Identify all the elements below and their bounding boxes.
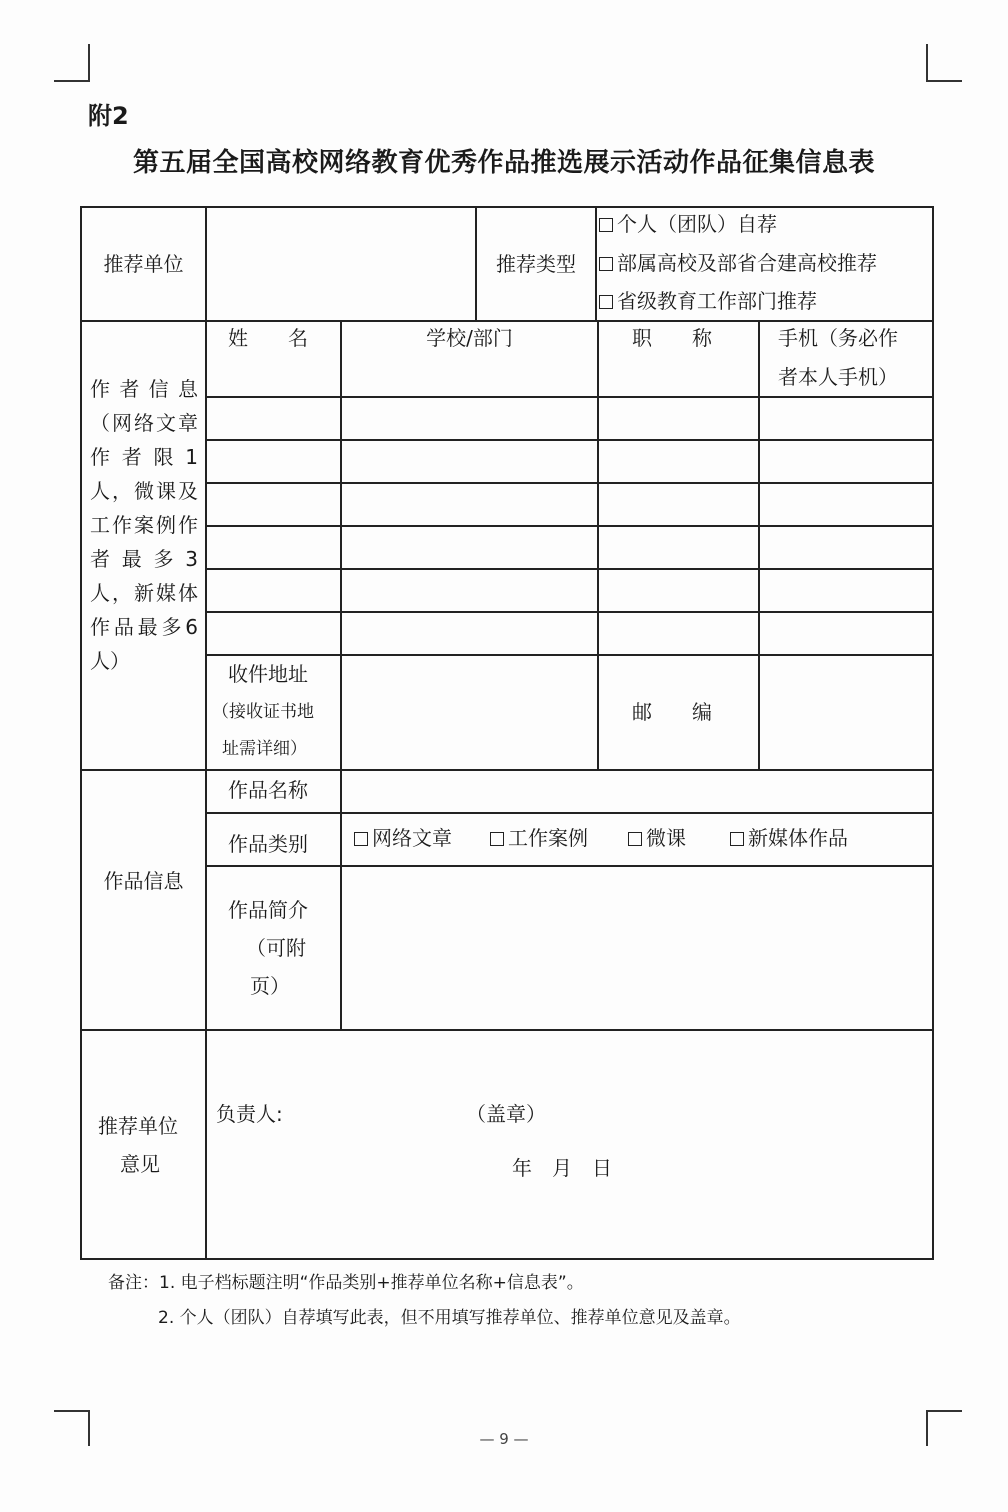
table-line-work-category — [206, 865, 934, 867]
table-border-right — [932, 206, 934, 1259]
table-line-v-title — [758, 320, 760, 770]
work-name-label: 作品名称 — [228, 778, 308, 802]
option-label: 部属高校及部省合建高校推荐 — [617, 251, 877, 275]
table-line-author-row2 — [206, 482, 934, 484]
checkbox-icon[interactable] — [628, 832, 642, 846]
annex-label: 附2 — [88, 102, 129, 130]
table-line-work-name — [206, 812, 934, 814]
column-header-school: 学校/部门 — [426, 326, 513, 350]
table-line-v-type-right — [595, 206, 597, 320]
table-line-author-row6 — [206, 654, 934, 656]
recommend-option-ministry[interactable] — [599, 251, 877, 275]
crop-mark-top-left-h — [54, 80, 90, 82]
opinion-label-line2: 意见 — [120, 1152, 160, 1176]
category-option-case[interactable] — [490, 826, 588, 850]
column-header-title: 职 称 — [632, 326, 712, 350]
responsible-person-label: 负责人: — [216, 1102, 283, 1126]
table-line-h2 — [80, 769, 934, 771]
work-info-label: 作品信息 — [103, 869, 184, 893]
option-label: 微课 — [646, 826, 686, 850]
checkbox-icon[interactable] — [599, 295, 613, 309]
table-border-bottom — [80, 1258, 934, 1260]
crop-mark-top-right-h — [926, 80, 962, 82]
recommend-type-label: 推荐类型 — [496, 252, 576, 276]
table-line-author-row4 — [206, 568, 934, 570]
category-option-article[interactable] — [354, 826, 452, 850]
intro-note-line2: 页） — [250, 974, 290, 998]
table-line-h3 — [80, 1029, 934, 1031]
table-line-author-row3 — [206, 525, 934, 527]
table-line-v-school — [597, 320, 599, 770]
table-line-v1 — [205, 206, 207, 1259]
address-label: 收件地址 — [228, 662, 308, 686]
category-option-microlesson[interactable] — [628, 826, 686, 850]
option-label: 工作案例 — [508, 826, 588, 850]
crop-mark-bottom-left-h — [54, 1410, 90, 1412]
table-line-author-row5 — [206, 611, 934, 613]
column-header-phone-line2: 者本人手机） — [778, 365, 898, 389]
recommend-option-self[interactable] — [599, 212, 777, 236]
option-label: 个人（团队）自荐 — [617, 212, 777, 236]
crop-mark-top-left-v — [88, 44, 90, 81]
address-note-line1: （接收证书地 — [212, 702, 314, 722]
option-label: 省级教育工作部门推荐 — [617, 289, 817, 313]
page-number: — 9 — — [479, 1430, 529, 1448]
category-option-newmedia[interactable] — [730, 826, 848, 850]
checkbox-icon[interactable] — [599, 257, 613, 271]
table-line-author-header — [206, 396, 934, 398]
checkbox-icon[interactable] — [354, 832, 368, 846]
intro-note-line1: （可附 — [246, 936, 306, 960]
recommend-option-provincial[interactable] — [599, 289, 817, 313]
work-category-label: 作品类别 — [228, 832, 308, 856]
date-label: 年 月 日 — [512, 1156, 612, 1180]
checkbox-icon[interactable] — [599, 218, 613, 232]
option-label: 网络文章 — [372, 826, 452, 850]
column-header-name: 姓 名 — [228, 326, 308, 350]
option-label: 新媒体作品 — [748, 826, 848, 850]
address-note-line2: 址需详细） — [222, 739, 307, 759]
note-1: 备注：1. 电子档标题注明“作品类别+推荐单位名称+信息表”。 — [108, 1273, 584, 1293]
column-header-phone-line1: 手机（务必作 — [778, 326, 898, 350]
table-line-h1 — [80, 320, 934, 322]
postcode-label: 邮 编 — [632, 700, 712, 724]
opinion-label-line1: 推荐单位 — [98, 1114, 178, 1138]
page-title: 第五届全国高校网络教育优秀作品推选展示活动作品征集信息表 — [132, 148, 875, 178]
seal-label: （盖章） — [466, 1102, 546, 1126]
table-border-left — [80, 206, 82, 1259]
crop-mark-bottom-right-h — [926, 1410, 962, 1412]
note-2: 2. 个人（团队）自荐填写此表，但不用填写推荐单位、推荐单位意见及盖章。 — [158, 1308, 741, 1328]
table-line-v-name — [340, 320, 342, 1030]
checkbox-icon[interactable] — [490, 832, 504, 846]
intro-label: 作品简介 — [228, 898, 308, 922]
table-line-author-row1 — [206, 439, 934, 441]
author-info-label: 作者信息（网络文章作者限1人，微课及工作案例作者最多3人，新媒体作品最多6人） — [90, 377, 198, 673]
recommend-unit-label: 推荐单位 — [103, 252, 184, 276]
crop-mark-top-right-v — [926, 44, 928, 81]
checkbox-icon[interactable] — [730, 832, 744, 846]
